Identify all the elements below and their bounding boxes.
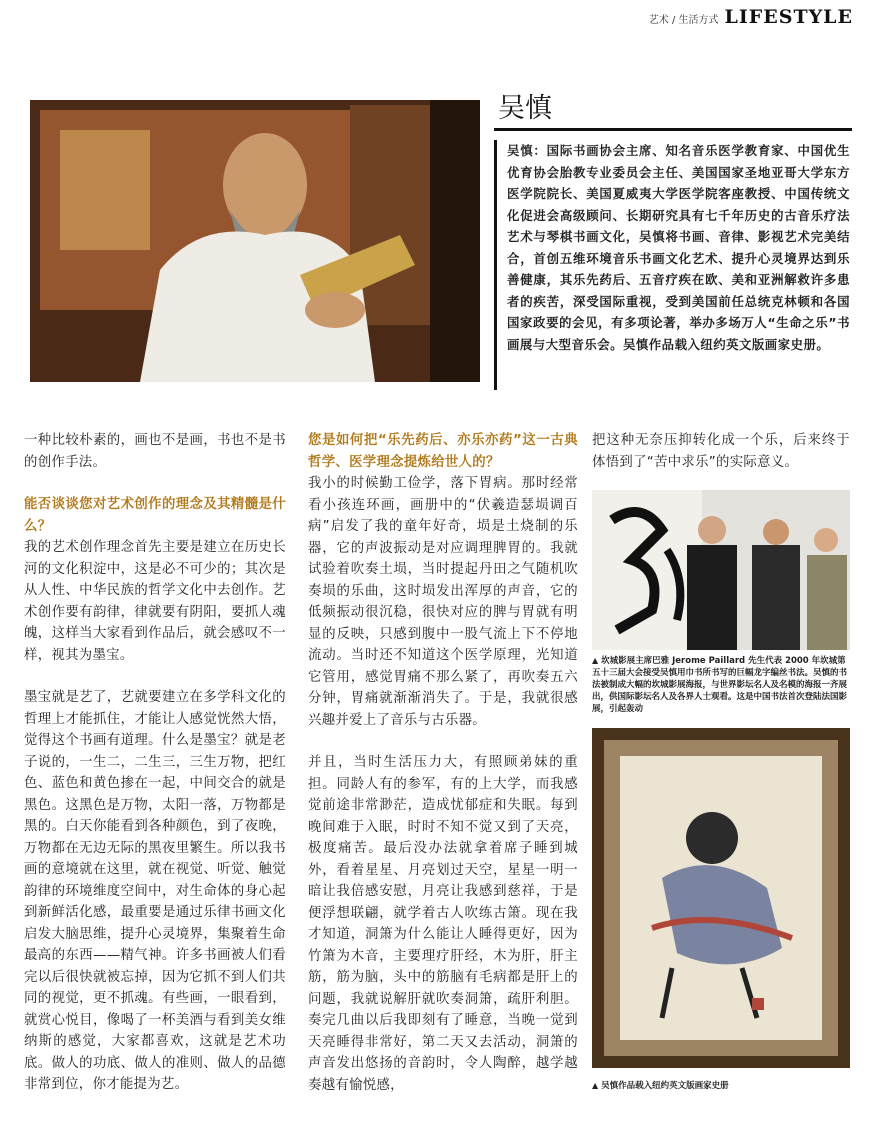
paragraph: 墨宝就是艺了，艺就要建立在多学科文化的哲理上才能抓住，才能让人感觉恍然大悟，觉得这个书画有道理。什么是墨宝？就是老子说的，一生二，二生三，三生万物，把红色、蓝色和黄色掺在一起，中间交合的就是黑色。这黑色是万物，太阳一落，万物都是黑的。白天你能看到各种颜色，到了夜晚，万物都在无边无际的黑夜里繁生。所以我书画的意境就在这里，就在视觉、听觉、触觉韵律的环境维度空间中，对生命体的身心起到新鲜活化感，最重要是通过乐律书画文化启发大脑思维，提升心灵境界，集聚着生命最高的东西——精气神。许多书画被人们看完以后很快就被忘掉，因为它抓不到人们共同的视觉，更不抓魂。有些画，一眼看到，就赏心悦目，像喝了一杯美酒与看到美女维纳斯的感觉，大家都喜欢，这就是艺术功底。做人的功底、做人的准则、做人的品德非常到位，你才能提为艺。 <box>24 690 286 1092</box>
caption-text: 吴慎作品载入纽约英文版画家史册 <box>601 1081 729 1091</box>
brand-title: LIFESTYLE <box>724 6 853 28</box>
triangle-icon: ▲ <box>592 1081 599 1090</box>
cannes-photo <box>592 490 850 650</box>
article-column-2 <box>308 430 578 1117</box>
paragraph: 并且，当时生活压力大，有照顾弟妹的重担。同龄人有的参军，有的上大学，而我感觉前途非常渺茫，造成忧郁症和失眠。每到晚间难于入眠，时时不知不觉又到了天亮，极度痛苦。最后没办法就拿着席子睡到城外，看着星星、月亮划过天空，星星一明一暗让我倍感安慰，月亮让我感到慈祥，于是便浮想联翩，就学着古人吹练古箫。现在我才知道，洞箫为什么能让人睡得更好，因为竹箫为木音，主要理疗肝经，木为肝，肝主筋，筋为脑，头中的筋脑有毛病都是肝上的问题，我就说解肝就吹奏洞箫，疏肝利胆。奏完几曲以后我即刻有了睡意，当晚一觉到天亮睡得非常好，第二天又去活动，洞箫的声音发出悠扬的音韵时，令人陶醉，越学越奏越有愉悦感， <box>308 755 578 1093</box>
photo-caption <box>592 655 850 715</box>
page-header <box>649 6 853 28</box>
portrait-illustration <box>30 100 480 382</box>
question-heading: 您是如何把“乐先药后、亦乐亦药”这一古典哲学、医学理念提炼给世人的？ <box>308 433 578 470</box>
portrait-photo <box>30 100 480 382</box>
paragraph: 一种比较朴素的，画也不是画，书也不是书的创作手法。 <box>24 433 286 470</box>
paragraph: 把这种无奈压抑转化成一个乐，后来终于体悟到了“苦中求乐”的实际意义。 <box>592 433 850 470</box>
section-label: 艺术 / 生活方式 <box>648 15 719 26</box>
triangle-icon: ▲ <box>592 656 599 665</box>
cannes-illustration <box>592 490 850 650</box>
paragraph: 我小的时候勤工俭学，落下胃病。那时经常看小孩连环画，画册中的“伏羲造瑟埙调百病”启发了我的童年好奇，埙是土烧制的乐器，它的声波振动是对应调理脾胃的。我就试验着吹奏土埙，当时提起丹田之气随机吹奏埙的乐曲，这时埙发出浑厚的声音，它的低频振动很沉稳，很快对应的脾与胃就有明显的反映，只感到腹中一股气流上下不停地流动。当时还不知道这个医学原理，光知道它管用，感觉胃痛不那么紧了，再吹奏五六分钟，胃痛就渐渐消失了。于是，我就很感兴趣并爱上了音乐与古乐器。 <box>308 476 578 728</box>
title-rule <box>494 128 852 131</box>
article-column-1 <box>24 430 286 1117</box>
artwork-photo <box>592 728 850 1068</box>
profile-bio: 吴慎：国际书画协会主席、知名音乐医学教育家、中国优生优育协会胎教专业委员会主任、美国国家圣地亚哥大学东方医学院院长、美国夏威夷大学医学院客座教授、中国传统文化促进会高级顾问、长期研究具有七千年历史的古音乐疗法艺术与琴棋书画文化，吴慎将书画、音律、影视艺术完美结合，首创五维环境音乐书画文化艺术、提升心灵境界达到乐善健康，其乐先药后、五音疗疾在欧、美和亚洲解救许多患者的疾苦，深受国际重视，受到美国前任总统克林顿和各国国家政要的会见，有多项论著，举办多场万人“生命之乐”书画展与大型音乐会。吴慎作品载入纽约英文版画家史册。 <box>494 140 850 390</box>
profile-name: 吴慎 <box>498 93 552 124</box>
paragraph: 我的艺术创作理念首先主要是建立在历史长河的文化积淀中，这是必不可少的；其次是从人性、中华民族的哲学文化中去创作。艺术创作要有韵律，律就要有阴阳，要抓人魂魄，这样当大家看到作品后，就会感叹不一样，视其为墨宝。 <box>24 540 286 663</box>
caption-text: 坎城影展主席巴雅 Jerome Paillard 先生代表 2000 年坎城第五十三届大会接受吴慎用巾书所书写的巨幅龙字编丝书法。吴慎的书法被制成大幅的坎城影展海报，与世界影坛名人及名模的海报一齐展出，供国际影坛名人及各界人士观看。这是中国书法首次登陆法国影展，引起轰动 <box>592 656 848 714</box>
question-heading: 能否谈谈您对艺术创作的理念及其精髓是什么？ <box>24 497 286 534</box>
artwork-illustration <box>592 728 850 1068</box>
article-column-3 <box>592 430 850 494</box>
artwork-caption <box>592 1080 850 1092</box>
